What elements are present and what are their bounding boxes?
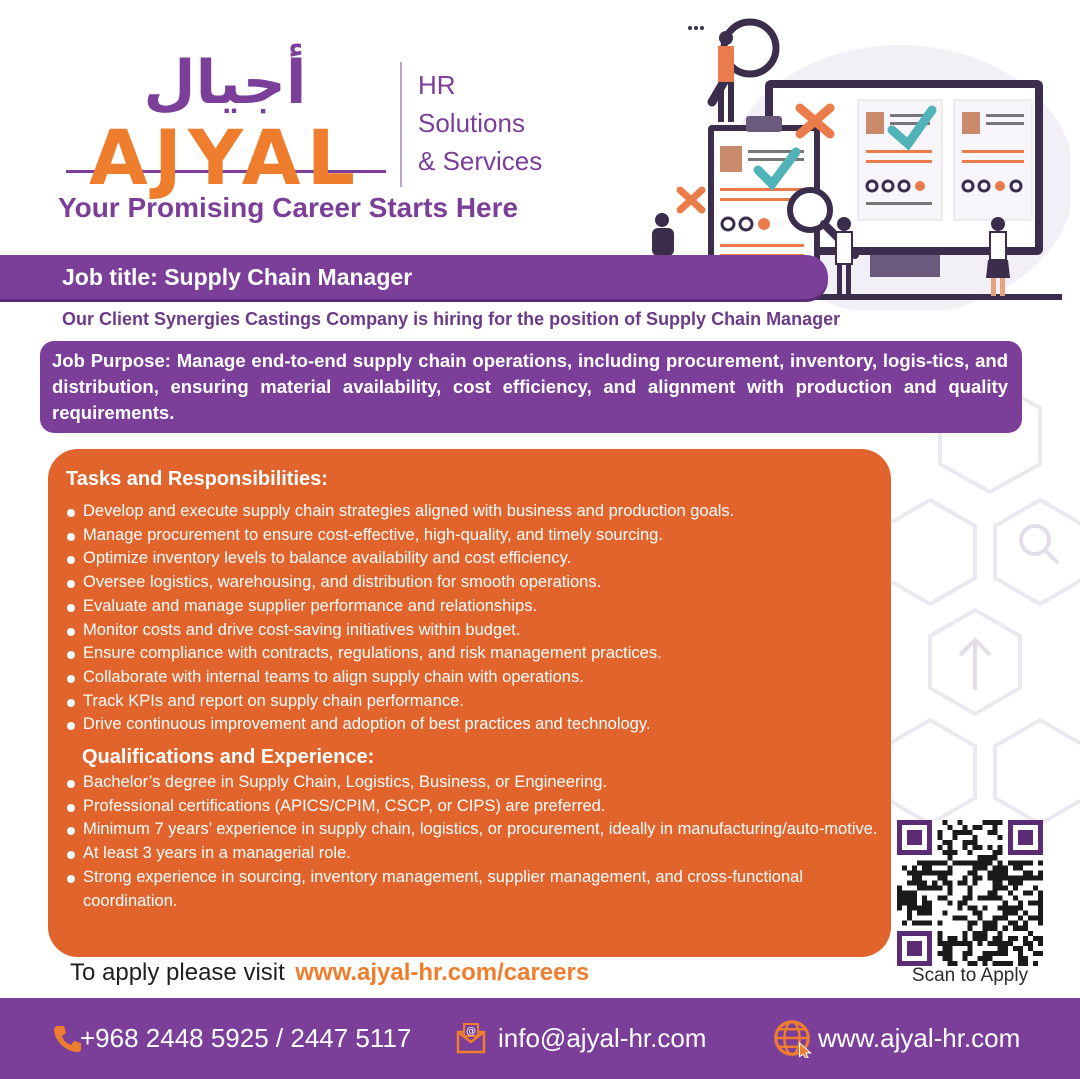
globe-icon <box>772 1018 812 1058</box>
contact-footer <box>0 998 1080 1079</box>
list-item: Track KPIs and report on supply chain performance. <box>66 690 878 714</box>
qualifications-list <box>66 771 878 913</box>
list-item: Optimize inventory levels to balance availability and cost efficiency. <box>66 547 878 571</box>
email-address: info@ajyal-hr.com <box>498 1023 707 1053</box>
job-title-bar <box>0 255 828 299</box>
tasks-heading: Tasks and Responsibilities: <box>66 468 328 490</box>
logo-subtitle <box>418 66 578 180</box>
logo-subtitle-line: Solutions <box>418 108 525 138</box>
list-item: Minimum 7 years’ experience in supply chain, logistics, or procurement, ideally in manufacturing/auto-motive. <box>66 818 878 842</box>
list-item: Evaluate and manage supplier performance and relationships. <box>66 595 878 619</box>
list-item: Monitor costs and drive cost-saving initiatives within budget. <box>66 619 878 643</box>
list-item: Strong experience in sourcing, inventory management, supplier management, and cross-functional coordination. <box>66 866 878 913</box>
website-address: www.ajyal-hr.com <box>818 1023 1021 1053</box>
careers-link[interactable]: www.ajyal-hr.com/careers <box>295 959 590 986</box>
qualifications-heading: Qualifications and Experience: <box>82 746 375 768</box>
list-item: Collaborate with internal teams to align supply chain with operations. <box>66 666 878 690</box>
list-item: Professional certifications (APICS/CPIM, CSCP, or CIPS) are preferred. <box>66 795 878 819</box>
tagline: Your Promising Career Starts Here <box>58 192 519 223</box>
svg-text:@: @ <box>466 1026 476 1037</box>
list-item: Drive continuous improvement and adoption of best practices and technology. <box>66 713 878 737</box>
list-item: Bachelor’s degree in Supply Chain, Logistics, Business, or Engineering. <box>66 771 878 795</box>
client-line: Our Client Synergies Castings Company is hiring for the position of Supply Chain Manager <box>62 309 841 329</box>
logo-subtitle-line: & Services <box>418 146 543 176</box>
list-item: Ensure compliance with contracts, regulations, and risk management practices. <box>66 642 878 666</box>
phone-contact[interactable] <box>52 1022 432 1054</box>
list-item: At least 3 years in a managerial role. <box>66 842 878 866</box>
apply-line <box>70 959 589 987</box>
logo-arabic-text: أجيال <box>143 48 307 118</box>
list-item: Oversee logistics, warehousing, and distribution for smooth operations. <box>66 571 878 595</box>
logo-divider <box>400 62 402 187</box>
phone-number: +968 2448 5925 / 2447 5117 <box>80 1023 412 1053</box>
email-contact[interactable] <box>455 1022 725 1054</box>
logo-latin-text: AJYAL <box>88 113 362 202</box>
job-purpose: Job Purpose: Manage end-to-end supply chain operations, including procurement, inventory, logis-tics, and distribution, ensuring material availability, cost efficiency, and alignment with production and quality requirements. <box>40 341 1022 433</box>
list-item: Develop and execute supply chain strategies aligned with business and production goals. <box>66 500 878 524</box>
tasks-panel <box>48 449 891 957</box>
list-item: Manage procurement to ensure cost-effective, high-quality, and timely sourcing. <box>66 524 878 548</box>
tasks-list <box>66 500 878 737</box>
email-icon <box>455 1022 487 1054</box>
qr-code-icon[interactable] <box>897 820 1043 966</box>
apply-lead: To apply please visit <box>70 959 285 986</box>
website-contact[interactable] <box>772 1022 1052 1054</box>
qr-caption: Scan to Apply <box>911 965 1029 986</box>
ajyal-logo <box>60 48 400 202</box>
job-title: Job title: Supply Chain Manager <box>62 264 413 290</box>
logo-subtitle-line: HR <box>418 70 456 100</box>
